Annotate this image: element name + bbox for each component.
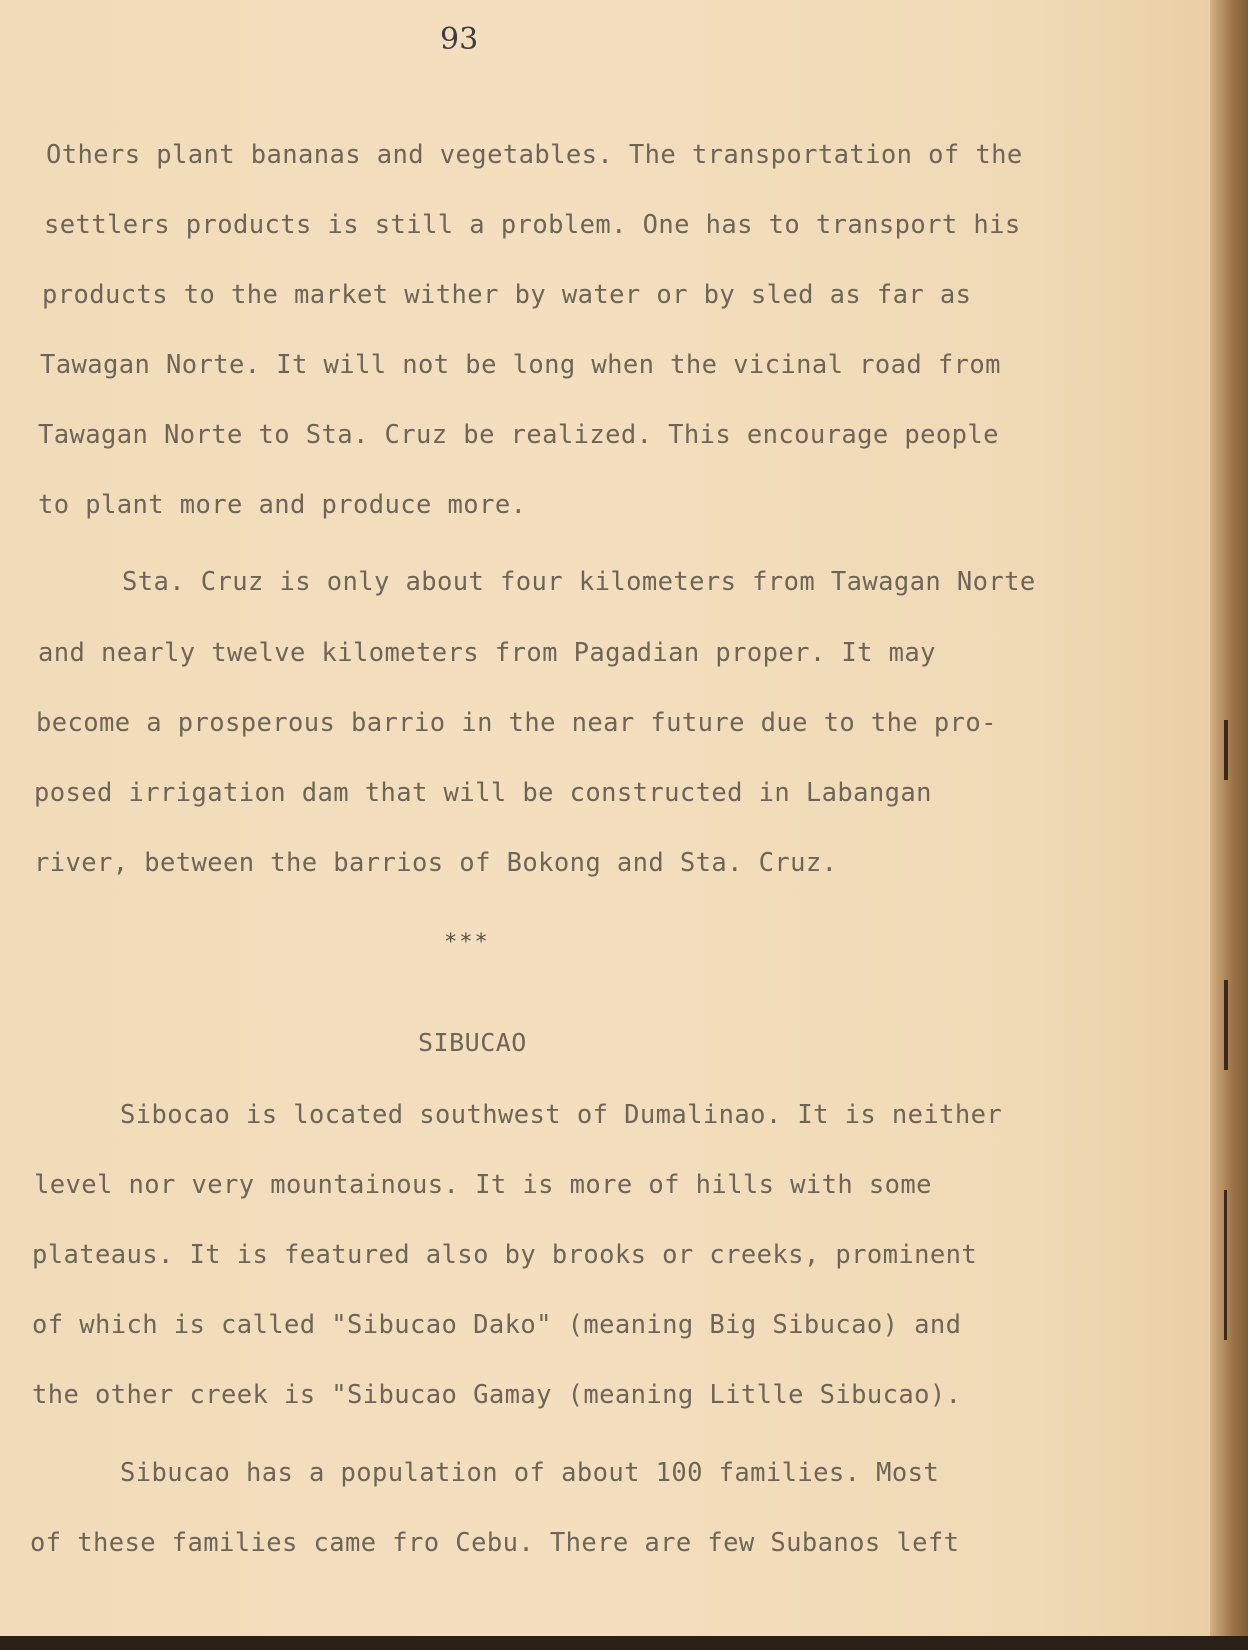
text-line: Sibocao is located southwest of Dumalinao. It is neither: [120, 1100, 1003, 1130]
section-separator: ***: [444, 930, 490, 955]
binding-mark: [1224, 980, 1228, 1070]
text-line: become a prosperous barrio in the near future due to the pro-: [36, 708, 997, 738]
text-line: of which is called "Sibucao Dako" (meaning Big Sibucao) and: [32, 1310, 962, 1340]
page-bottom-edge: [0, 1636, 1248, 1650]
text-line: Tawagan Norte. It will not be long when the vicinal road from: [40, 350, 1001, 380]
text-line: Others plant bananas and vegetables. The transportation of the: [46, 140, 1023, 170]
binding-mark: [1224, 1190, 1227, 1340]
text-line: settlers products is still a problem. One has to transport his: [44, 210, 1021, 240]
text-line: to plant more and produce more.: [38, 490, 527, 520]
text-line: products to the market wither by water or by sled as far as: [42, 280, 972, 310]
text-line: the other creek is "Sibucao Gamay (meaning Litlle Sibucao).: [32, 1380, 962, 1410]
text-line: and nearly twelve kilometers from Pagadian proper. It may: [38, 638, 936, 668]
text-line: level nor very mountainous. It is more of hills with some: [34, 1170, 932, 1200]
text-line: plateaus. It is featured also by brooks or creeks, prominent: [32, 1240, 978, 1270]
text-line: Sibucao has a population of about 100 families. Most: [120, 1458, 940, 1488]
book-binding: [1210, 0, 1248, 1650]
text-line: Tawagan Norte to Sta. Cruz be realized. This encourage people: [38, 420, 999, 450]
page-number: 93: [440, 22, 479, 57]
text-line: posed irrigation dam that will be constructed in Labangan: [34, 778, 932, 808]
section-heading: SIBUCAO: [418, 1028, 527, 1057]
text-line: of these families came fro Cebu. There are few Subanos left: [30, 1528, 960, 1558]
text-line: river, between the barrios of Bokong and Sta. Cruz.: [34, 848, 838, 878]
binding-mark: [1224, 720, 1228, 780]
text-line: Sta. Cruz is only about four kilometers from Tawagan Norte: [122, 567, 1036, 597]
